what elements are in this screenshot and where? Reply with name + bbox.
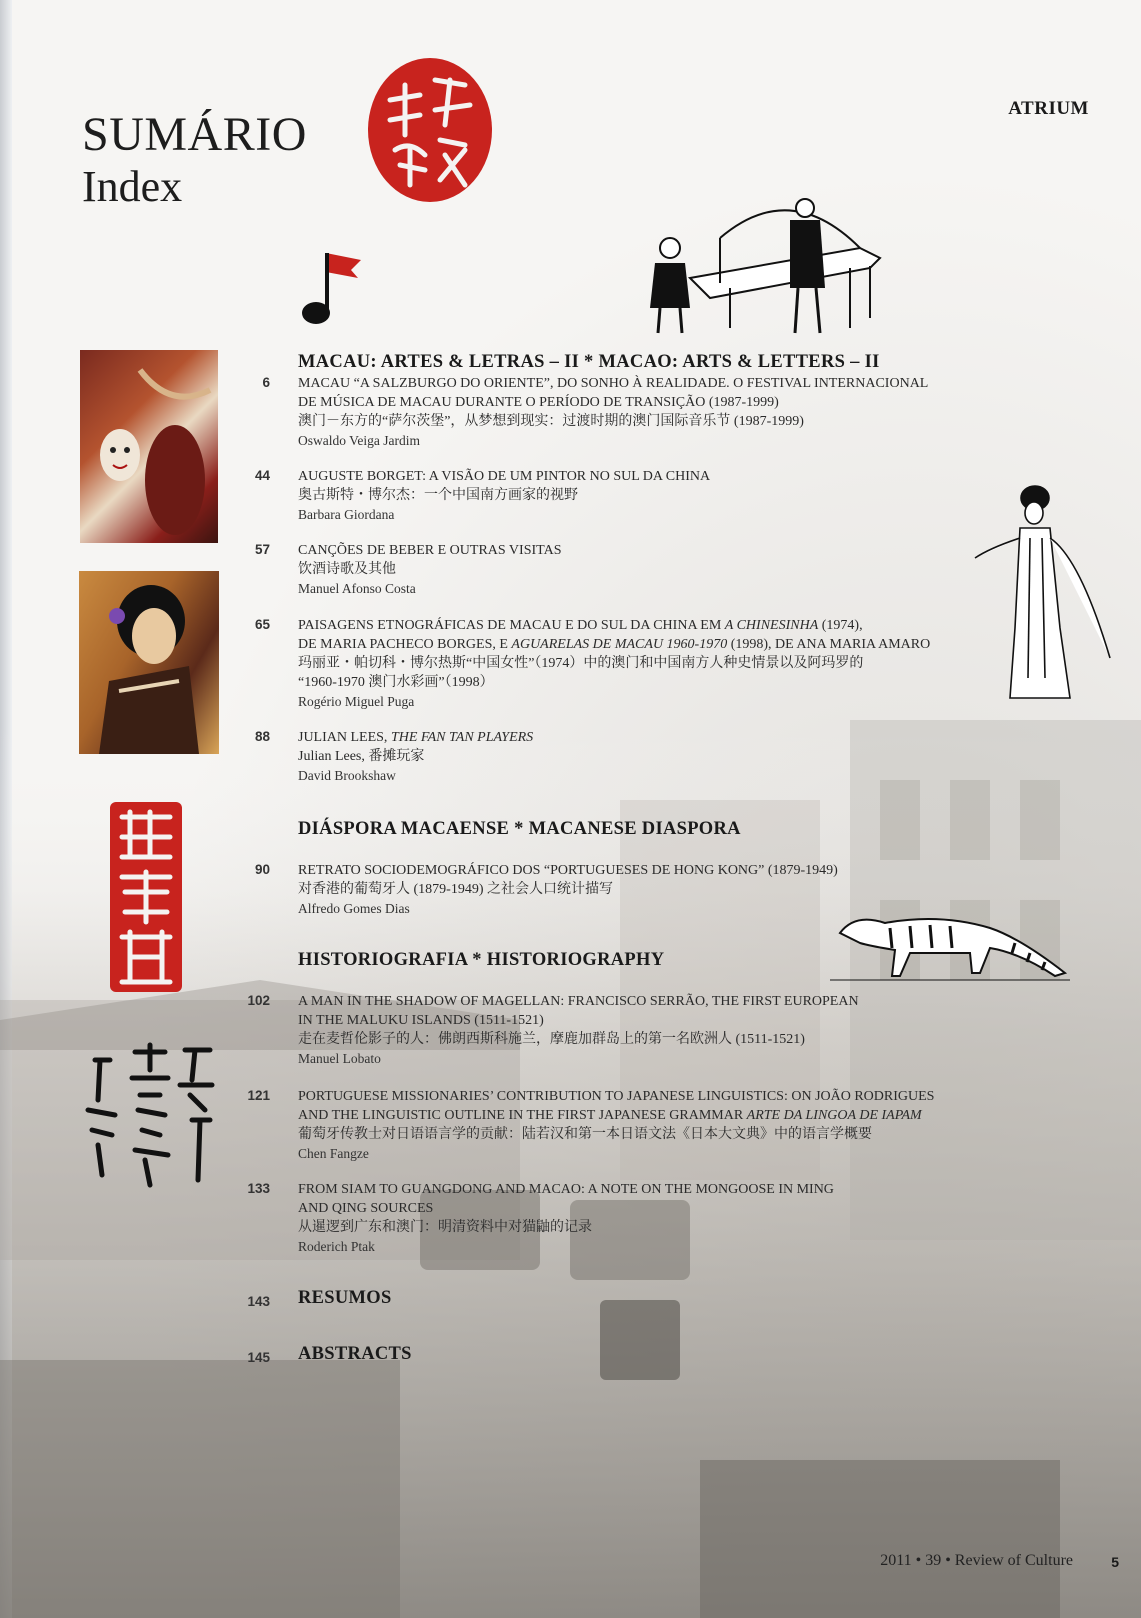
title-text: JULIAN LEES, (298, 730, 391, 745)
page-number: 143 (247, 1294, 270, 1309)
entry-title-chinese: 玛丽亚・帕切科・博尔热斯“中国女性”（1974）中的澳门和中国南方人种史情景以及阿玛罗的 (298, 656, 864, 671)
page-number: 90 (254, 862, 270, 877)
page-number: 145 (247, 1350, 270, 1365)
entry-title-chinese: 走在麦哲伦影子的人：佛朗西斯科施兰，摩鹿加群岛上的第一名欧洲人 (1511-1521) (298, 1032, 805, 1047)
entry-title-line: AUGUSTE BORGET: A VISÃO DE UM PINTOR NO SUL DA CHINA (298, 469, 711, 484)
entry-author: Rogério Miguel Puga (298, 694, 415, 709)
section-label: ATRIUM (1008, 98, 1089, 119)
title-english: Index (82, 162, 183, 211)
abstracts-link[interactable]: ABSTRACTS (298, 1344, 412, 1364)
page-number: 102 (247, 993, 270, 1008)
entry-author: Oswaldo Veiga Jardim (298, 433, 420, 448)
section-heading-historiography: HISTORIOGRAFIA * HISTORIOGRAPHY (298, 950, 665, 970)
entry-author: Roderich Ptak (298, 1239, 375, 1254)
page-number: 121 (247, 1088, 270, 1103)
work-title: AGUARELAS DE MACAU 1960-1970 (511, 637, 728, 652)
entry-title-line: DE MÚSICA DE MACAU DURANTE O PERÍODO DE TRANSIÇÃO (1987-1999) (298, 395, 779, 410)
entry-author: David Brookshaw (298, 768, 396, 783)
entry-author: Manuel Lobato (298, 1051, 381, 1066)
entry-author: Alfredo Gomes Dias (298, 901, 410, 916)
entry-title-chinese: 澳门－东方的“萨尔茨堡”，从梦想到现实：过渡时期的澳门国际音乐节 (1987-1999) (298, 414, 804, 429)
entry-title-line: CANÇÕES DE BEBER E OUTRAS VISITAS (298, 543, 562, 558)
entry-title-chinese: 对香港的葡萄牙人 (1879-1949) 之社会人口统计描写 (298, 882, 613, 897)
title-text: (1974), (818, 618, 863, 633)
page-title (82, 108, 307, 212)
entry-title-line (298, 728, 1018, 747)
page-number: 133 (247, 1181, 270, 1196)
thumbnail-masks-violin (80, 350, 218, 543)
entry-title-chinese: 奥古斯特・博尔杰：一个中国南方画家的视野 (298, 488, 578, 503)
calligraphy-illustration (80, 1040, 220, 1190)
entry-title-line: PORTUGUESE MISSIONARIES’ CONTRIBUTION TO JAPANESE LINGUISTICS: ON JOÃO RODRIGUES (298, 1089, 935, 1104)
section-heading-arts-letters: MACAU: ARTES & LETRAS – II * MACAO: ARTS & LETTERS – II (298, 352, 880, 372)
entry-title-chinese: 饮酒诗歌及其他 (298, 562, 396, 577)
resumos-link[interactable]: RESUMOS (298, 1288, 392, 1308)
entry-title-line (298, 1106, 1018, 1125)
title-text: PAISAGENS ETNOGRÁFICAS DE MACAU E DO SUL DA CHINA EM (298, 618, 725, 633)
entry-title-chinese: “1960-1970 澳门水彩画”（1998） (298, 675, 494, 690)
title-text: AND THE LINGUISTIC OUTLINE IN THE FIRST JAPANESE GRAMMAR (298, 1108, 747, 1123)
entry-title-chinese: 从暹逻到广东和澳门：明清资料中对猫鼬的记录 (298, 1220, 592, 1235)
entry-title-chinese: 葡萄牙传教士对日语语言学的贡献：陆若汉和第一本日语文法《日本大文典》中的语言学概要 (298, 1127, 872, 1142)
section-heading-diaspora: DIÁSPORA MACAENSE * MACANESE DIASPORA (298, 819, 741, 839)
page-number: 57 (254, 542, 270, 557)
entry-title-line (298, 635, 1018, 654)
entry-title-line: IN THE MALUKU ISLANDS (1511-1521) (298, 1013, 544, 1028)
vertical-seal-stamp-icon (110, 802, 182, 992)
entry-title-line (298, 616, 1018, 635)
title-portuguese: SUMÁRIO (82, 108, 307, 161)
page-number: 65 (254, 617, 270, 632)
entry-title-line: MACAU “A SALZBURGO DO ORIENTE”, DO SONHO À REALIDADE. O FESTIVAL INTERNACIONAL (298, 376, 929, 391)
entry-title-line: FROM SIAM TO GUANGDONG AND MACAO: A NOTE ON THE MONGOOSE IN MING (298, 1182, 834, 1197)
entry-author: Chen Fangze (298, 1146, 369, 1161)
title-text: (1998), DE ANA MARIA AMARO (727, 637, 931, 652)
work-title: ARTE DA LINGOA DE IAPAM (746, 1108, 922, 1123)
thumbnail-chinese-lady-painting (79, 571, 219, 754)
footer-publication: 2011 • 39 • Review of Culture (880, 1552, 1073, 1569)
music-note-icon (296, 248, 366, 328)
entry-title-line: A MAN IN THE SHADOW OF MAGELLAN: FRANCISCO SERRÃO, THE FIRST EUROPEAN (298, 994, 859, 1009)
page-number: 88 (254, 729, 270, 744)
title-text: DE MARIA PACHECO BORGES, E (298, 637, 512, 652)
page-number: 6 (262, 375, 270, 390)
entry-title-chinese: Julian Lees, 番摊玩家 (298, 749, 425, 764)
folio-page-number: 5 (1111, 1554, 1119, 1570)
page-number: 44 (254, 468, 270, 483)
entry-title-line: RETRATO SOCIODEMOGRÁFICO DOS “PORTUGUESES DE HONG KONG” (1879-1949) (298, 863, 838, 878)
entry-title-line: AND QING SOURCES (298, 1201, 434, 1216)
seal-stamp-icon (365, 55, 495, 205)
work-title: A CHINESINHA (724, 618, 819, 633)
piano-duo-illustration (630, 188, 890, 338)
entry-author: Manuel Afonso Costa (298, 581, 416, 596)
work-title: THE FAN TAN PLAYERS (390, 730, 534, 745)
entry-author: Barbara Giordana (298, 507, 395, 522)
